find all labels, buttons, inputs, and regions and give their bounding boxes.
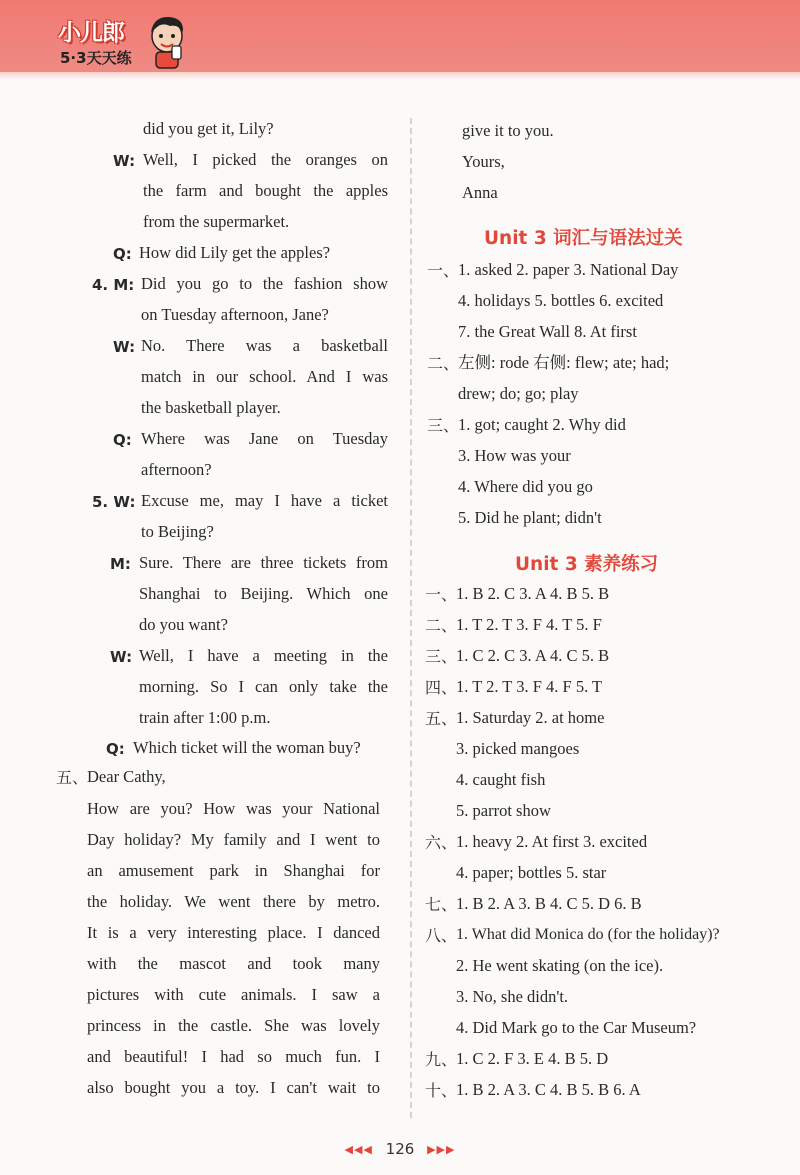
- text-line: with the mascot and took many: [87, 954, 380, 973]
- text-line: from the supermarket.: [143, 212, 290, 231]
- text-line: Well, I have a meeting in the: [139, 646, 388, 665]
- column-divider: [410, 118, 412, 1118]
- text-line: to Beijing?: [141, 522, 214, 541]
- answer-line: 1. Saturday 2. at home: [456, 708, 605, 727]
- speaker-label: Q:: [106, 740, 125, 758]
- speaker-label: Q:: [113, 245, 132, 263]
- mascot-boy-icon: [142, 12, 192, 70]
- text-line: did you get it, Lily?: [143, 119, 274, 138]
- section-mark: 九、: [425, 1050, 458, 1069]
- text-line: Day holiday? My family and I went to: [87, 830, 380, 849]
- text-line: Did you go to the fashion show: [141, 274, 388, 293]
- text-line: Which ticket will the woman buy?: [133, 738, 361, 757]
- answer-line: 1. T 2. T 3. F 4. T 5. F: [456, 615, 602, 634]
- answer-line: 5. Did he plant; didn't: [458, 508, 602, 527]
- speaker-label: W:: [110, 648, 133, 666]
- text-line: No. There was a basketball: [141, 336, 388, 355]
- answer-line: 1. C 2. F 3. E 4. B 5. D: [456, 1049, 609, 1068]
- section-heading: Unit 3 素养练习: [515, 554, 659, 575]
- text-line: train after 1:00 p.m.: [139, 708, 271, 727]
- answer-line: 1. C 2. C 3. A 4. C 5. B: [456, 646, 610, 665]
- section-mark: 十、: [425, 1081, 458, 1100]
- speaker-label: M:: [110, 555, 131, 573]
- text-line: and beautiful! I had so much fun. I: [87, 1047, 380, 1066]
- answer-line: 1. What did Monica do (for the holiday)?: [456, 926, 720, 943]
- text-line: the holiday. We went there by metro.: [87, 892, 380, 911]
- answer-line: 左侧: rode 右侧: flew; ate; had;: [458, 353, 670, 372]
- letter-line: Anna: [462, 183, 498, 202]
- text-line: How did Lily get the apples?: [139, 243, 331, 262]
- logo-subtitle: 5·3天天练: [60, 49, 132, 67]
- answer-line: 4. holidays 5. bottles 6. excited: [458, 291, 664, 310]
- text-line: also bought you a toy. I can't wait to: [87, 1078, 380, 1097]
- left-arrows-icon: ◀◀◀: [344, 1143, 373, 1156]
- answer-line: 4. Where did you go: [458, 477, 593, 496]
- answer-line: 1. B 2. A 3. B 4. C 5. D 6. B: [456, 894, 642, 913]
- text-line: It is a very interesting place. I danced: [87, 923, 380, 942]
- section-mark: 二、: [425, 616, 458, 635]
- text-line: on Tuesday afternoon, Jane?: [141, 305, 329, 324]
- section-mark: 八、: [425, 926, 458, 945]
- text-line: Dear Cathy,: [87, 767, 166, 786]
- page-number: 126: [385, 1140, 415, 1158]
- text-line: Sure. There are three tickets from: [139, 553, 388, 572]
- text-line: an amusement park in Shanghai for: [87, 861, 380, 880]
- text-line: Where was Jane on Tuesday: [141, 429, 388, 448]
- answer-line: 4. caught fish: [456, 770, 546, 789]
- text-line: do you want?: [139, 615, 228, 634]
- section-mark: 一、: [425, 585, 458, 604]
- section-mark: 二、: [427, 354, 460, 373]
- answer-line: 1. B 2. A 3. C 4. B 5. B 6. A: [456, 1080, 641, 1099]
- answer-line: 2. He went skating (on the ice).: [456, 956, 664, 975]
- header-shadow: [0, 72, 800, 80]
- text-line: match in our school. And I was: [141, 367, 388, 386]
- answer-line: 1. T 2. T 3. F 4. F 5. T: [456, 677, 603, 696]
- section-mark: 四、: [425, 678, 458, 697]
- answer-line: 3. How was your: [458, 446, 571, 465]
- answer-line: 1. B 2. C 3. A 4. B 5. B: [456, 584, 610, 603]
- speaker-label: W:: [113, 152, 136, 170]
- section-mark: 六、: [425, 833, 458, 852]
- answer-line: drew; do; go; play: [458, 384, 579, 403]
- question-number: 5. W:: [92, 493, 136, 511]
- page-footer: [0, 1140, 800, 1158]
- right-arrows-icon: ▶▶▶: [427, 1143, 456, 1156]
- letter-line: give it to you.: [462, 121, 554, 140]
- text-line: princess in the castle. She was lovely: [87, 1016, 380, 1035]
- answer-line: 7. the Great Wall 8. At first: [458, 322, 637, 341]
- section-heading: Unit 3 词汇与语法过关: [484, 228, 683, 249]
- text-line: pictures with cute animals. I saw a: [87, 985, 380, 1004]
- answer-line: 3. picked mangoes: [456, 739, 580, 758]
- question-number: 4. M:: [92, 276, 135, 294]
- answer-line: 5. parrot show: [456, 801, 551, 820]
- section-mark: 三、: [425, 647, 458, 666]
- text-line: morning. So I can only take the: [139, 677, 388, 696]
- section-mark: 五、: [56, 768, 89, 787]
- text-line: the farm and bought the apples: [143, 181, 388, 200]
- letter-line: Yours,: [462, 152, 505, 171]
- section-mark: 七、: [425, 895, 458, 914]
- section-mark: 三、: [427, 416, 460, 435]
- text-line: Excuse me, may I have a ticket: [141, 491, 388, 510]
- text-line: the basketball player.: [141, 398, 281, 417]
- answer-line: 1. heavy 2. At first 3. excited: [456, 832, 648, 851]
- logo-title: 小儿郎: [58, 20, 124, 46]
- section-mark: 五、: [425, 709, 458, 728]
- text-line: How are you? How was your National: [87, 799, 380, 818]
- answer-line: 3. No, she didn't.: [456, 987, 569, 1006]
- answer-line: 4. Did Mark go to the Car Museum?: [456, 1018, 697, 1037]
- text-line: Shanghai to Beijing. Which one: [139, 584, 388, 603]
- answer-line: 4. paper; bottles 5. star: [456, 863, 607, 882]
- speaker-label: W:: [113, 338, 136, 356]
- speaker-label: Q:: [113, 431, 132, 449]
- text-line: Well, I picked the oranges on: [143, 150, 388, 169]
- answer-line: 1. asked 2. paper 3. National Day: [458, 260, 679, 279]
- answer-line: 1. got; caught 2. Why did: [458, 415, 626, 434]
- text-line: afternoon?: [141, 460, 212, 479]
- brand-logo: [58, 14, 188, 70]
- section-mark: 一、: [427, 261, 460, 280]
